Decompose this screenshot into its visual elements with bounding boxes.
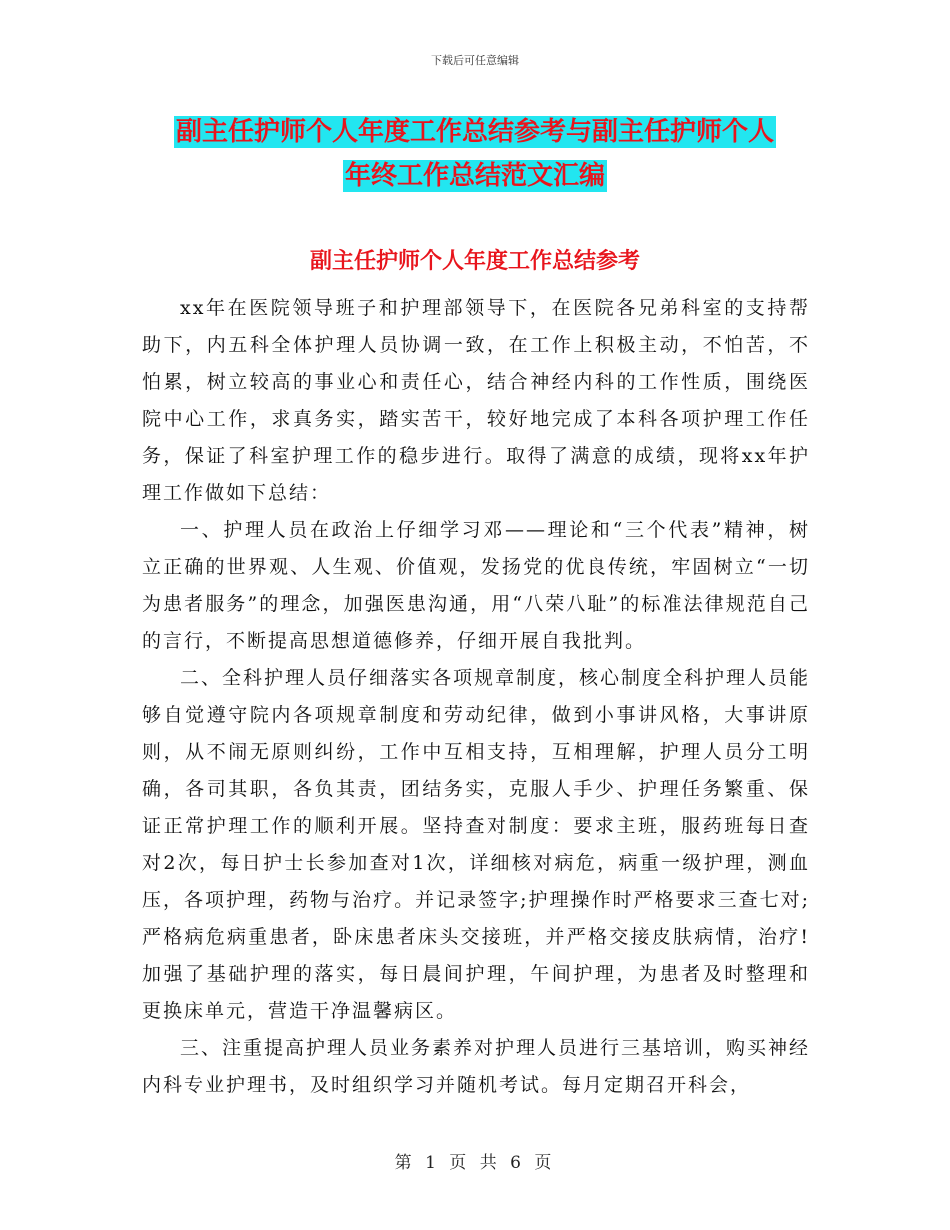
paragraph-section-2: 二、全科护理人员仔细落实各项规章制度，核心制度全科护理人员能够自觉遵守院内各项规章制度和劳动纪律，做到小事讲风格，大事讲原则，从不闹无原则纠纷，工作中互相支持，互相理解，护理人员分工明确，各司其职，各负其责，团结务实，克服人手少、护理任务繁重、保证正常护理工作的顺利开展。坚持查对制度：要求主班，服药班每日查对2次，每日护士长参加查对1次，详细核对病危，病重一级护理，测血压，各项护理，药物与治疗。并记录签字;护理操作时严格要求三查七对;严格病危病重患者，卧床患者床头交接班，并严格交接皮肤病情，治疗!加强了基础护理的落实，每日晨间护理，午间护理，为患者及时整理和更换床单元，营造干净温馨病区。	[142, 667, 811, 1022]
page-footer: 第 1 页 共 6 页	[394, 1153, 556, 1173]
document-title-line2: 年终工作总结范文汇编	[344, 161, 605, 191]
document-body	[142, 290, 810, 1104]
document-title	[140, 110, 810, 198]
paragraph-section-3: 三、注重提高护理人员业务素养对护理人员进行三基培训，购买神经内科专业护理书，及时组织学习并随机考试。每月定期召开科会，	[142, 1037, 811, 1096]
paragraph-intro: xx年在医院领导班子和护理部领导下，在医院各兄弟科室的支持帮助下，内五科全体护理人员协调一致，在工作上积极主动，不怕苦，不怕累，树立较高的事业心和责任心，结合神经内科的工作性质，围绕医院中心工作，求真务实，踏实苦干，较好地完成了本科各项护理工作任务，保证了科室护理工作的稳步进行。取得了满意的成绩，现将xx年护理工作做如下总结：	[142, 297, 810, 504]
document-title-line1: 副主任护师个人年度工作总结参考与副主任护师个人	[175, 117, 774, 147]
paragraph-section-1: 一、护理人员在政治上仔细学习邓——理论和“三个代表”精神，树立正确的世界观、人生观、价值观，发扬党的优良传统，牢固树立“一切为患者服务”的理念，加强医患沟通，用“八荣八耻”的标准法律规范自己的言行，不断提高思想道德修养，仔细开展自我批判。	[142, 519, 810, 652]
section-title: 副主任护师个人年度工作总结参考	[309, 248, 640, 274]
header-note: 下载后可任意编辑	[431, 54, 519, 67]
